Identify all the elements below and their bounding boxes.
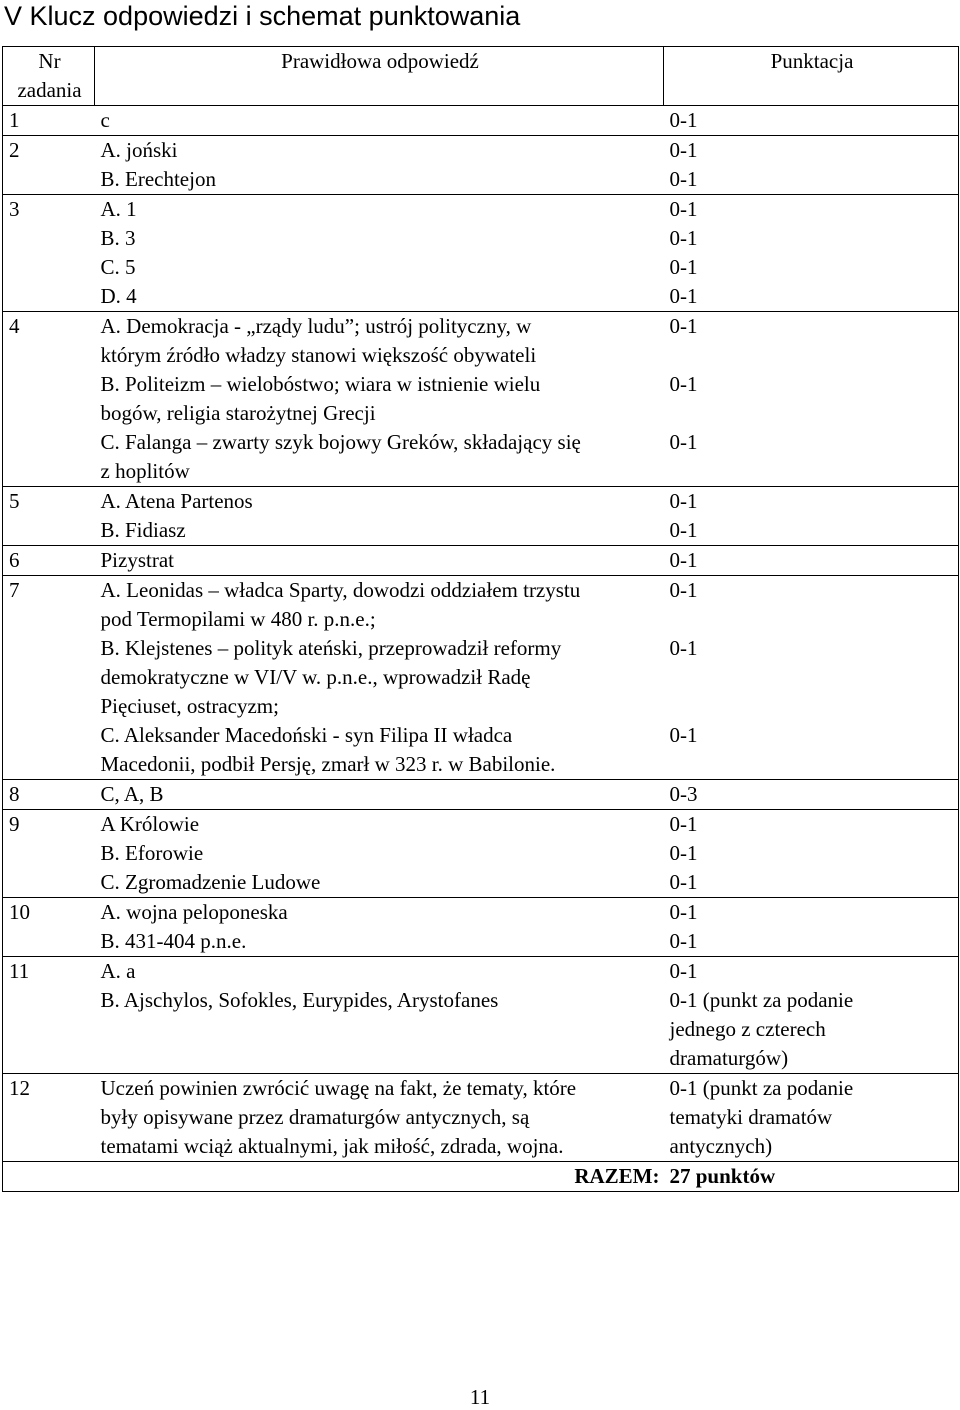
answer-line: A. Leonidas – władca Sparty, dowodzi oddziałem trzystu	[100, 578, 581, 602]
answer-line: demokratyczne w VI/V w. p.n.e., wprowadził Radę	[100, 665, 531, 689]
points-line	[670, 457, 955, 486]
table-row	[3, 898, 959, 957]
points-cell	[664, 780, 959, 810]
header-points: Punktacja	[664, 47, 959, 106]
table-row	[3, 810, 959, 898]
points-line: 0-1	[669, 372, 698, 396]
answer-line: C, A, B	[100, 782, 164, 806]
answer-line: Pięciuset, ostracyzm;	[100, 694, 279, 718]
task-number: 12	[3, 1074, 95, 1162]
points-cell	[664, 195, 959, 312]
points-line: 0-1	[669, 197, 698, 221]
answer-line: tematami wciąż aktualnymi, jak miłość, zdrada, wojna.	[100, 1134, 564, 1158]
answer-cell	[95, 780, 664, 810]
answer-cell	[95, 312, 664, 487]
points-cell	[664, 810, 959, 898]
answer-line: B. Eforowie	[100, 841, 204, 865]
points-cell	[664, 106, 959, 136]
task-number: 4	[3, 312, 95, 487]
task-number: 3	[3, 195, 95, 312]
page-number: 11	[469, 1385, 491, 1409]
page-heading: V Klucz odpowiedzi i schemat punktowania	[4, 1, 521, 31]
answer-cell	[95, 487, 664, 546]
points-line: 0-1	[669, 812, 698, 836]
points-cell	[664, 312, 959, 487]
task-number: 9	[3, 810, 95, 898]
task-number: 10	[3, 898, 95, 957]
table-row	[3, 780, 959, 810]
points-line: 0-1	[669, 578, 698, 602]
points-line: 0-1	[669, 548, 698, 572]
points-line: 0-1	[669, 929, 698, 953]
answer-line: A. wojna peloponeska	[100, 900, 288, 924]
table-header-row	[3, 47, 959, 106]
points-cell	[664, 487, 959, 546]
points-line: 0-1	[669, 108, 698, 132]
answer-line: c	[100, 108, 110, 132]
header-correct-answer: Prawidłowa odpowiedź	[95, 47, 664, 106]
task-number: 2	[3, 136, 95, 195]
points-line	[670, 692, 955, 721]
table-row	[3, 487, 959, 546]
points-line: 0-1 (punkt za podanie	[669, 1076, 854, 1100]
answer-cell	[95, 898, 664, 957]
answer-line: B. 3	[100, 226, 136, 250]
task-number: 11	[3, 957, 95, 1074]
answer-line: Macedonii, podbił Persję, zmarł w 323 r. w Babilonie.	[100, 752, 556, 776]
answer-line: A. Atena Partenos	[100, 489, 253, 513]
answer-line: A Królowie	[100, 812, 200, 836]
table-row	[3, 195, 959, 312]
answer-cell	[95, 576, 664, 780]
answer-line: były opisywane przez dramaturgów antycznych, są	[100, 1105, 530, 1129]
table-row	[3, 1074, 959, 1162]
points-line: 0-1	[669, 430, 698, 454]
points-line: 0-1	[669, 636, 698, 660]
answer-key-table	[2, 46, 959, 1192]
points-line: 0-1	[669, 167, 698, 191]
answer-line: D. 4	[100, 284, 137, 308]
table-row	[3, 957, 959, 1074]
points-line: 0-3	[669, 782, 698, 806]
answer-line: C. 5	[100, 255, 136, 279]
answer-cell	[95, 195, 664, 312]
table-row	[3, 312, 959, 487]
points-cell	[664, 1074, 959, 1162]
answer-line: B. Ajschylos, Sofokles, Eurypides, Arystofanes	[100, 988, 499, 1012]
table-row	[3, 106, 959, 136]
points-line: antycznych)	[669, 1134, 773, 1158]
task-number: 5	[3, 487, 95, 546]
answer-cell	[95, 810, 664, 898]
answer-line: B. 431-404 p.n.e.	[100, 929, 247, 953]
header-task-number: Nr zadania	[3, 47, 95, 106]
points-line	[670, 750, 955, 779]
task-number: 7	[3, 576, 95, 780]
answer-line: A. Demokracja - „rządy ludu”; ustrój polityczny, w	[100, 314, 532, 338]
points-cell	[664, 898, 959, 957]
points-cell	[664, 136, 959, 195]
points-line: 0-1	[669, 314, 698, 338]
points-line: 0-1	[669, 138, 698, 162]
points-line	[670, 399, 955, 428]
points-line: tematyki dramatów	[669, 1105, 833, 1129]
points-line: jednego z czterech	[669, 1017, 826, 1041]
points-line: 0-1	[669, 255, 698, 279]
points-cell	[664, 546, 959, 576]
total-value: 27 punktów	[664, 1162, 959, 1192]
answer-line: A. 1	[100, 197, 137, 221]
points-line: 0-1	[669, 900, 698, 924]
answer-line: B. Politeizm – wielobóstwo; wiara w istnienie wielu	[100, 372, 541, 396]
answer-line: którym źródło władzy stanowi większość obywateli	[100, 343, 537, 367]
answer-line: C. Zgromadzenie Ludowe	[100, 870, 321, 894]
answer-line: B. Fidiasz	[100, 518, 186, 542]
total-row	[3, 1162, 959, 1192]
answer-line: pod Termopilami w 480 r. p.n.e.;	[100, 607, 376, 631]
points-line	[670, 663, 955, 692]
points-line: 0-1	[669, 870, 698, 894]
points-line: 0-1	[669, 959, 698, 983]
answer-line: A. a	[100, 959, 136, 983]
answer-line: B. Erechtejon	[100, 167, 216, 191]
points-line	[670, 605, 955, 634]
points-line: 0-1 (punkt za podanie	[669, 988, 854, 1012]
points-line: 0-1	[669, 723, 698, 747]
answer-cell	[95, 957, 664, 1074]
points-line	[670, 341, 955, 370]
table-row	[3, 136, 959, 195]
points-line: 0-1	[669, 226, 698, 250]
task-number: 8	[3, 780, 95, 810]
points-line: 0-1	[669, 518, 698, 542]
answer-rows	[3, 106, 959, 1162]
answer-cell	[95, 136, 664, 195]
table-row	[3, 546, 959, 576]
total-label: RAZEM:	[3, 1162, 664, 1192]
answer-line: B. Klejstenes – polityk ateński, przeprowadził reformy	[100, 636, 562, 660]
answer-line: C. Aleksander Macedoński - syn Filipa II władca	[100, 723, 513, 747]
answer-line: bogów, religia starożytnej Grecji	[100, 401, 376, 425]
points-line: 0-1	[669, 489, 698, 513]
points-line: 0-1	[669, 841, 698, 865]
answer-line: C. Falanga – zwarty szyk bojowy Greków, składający się	[100, 430, 581, 454]
answer-line: Pizystrat	[100, 548, 174, 572]
answer-cell	[95, 106, 664, 136]
answer-cell	[95, 1074, 664, 1162]
task-number: 1	[3, 106, 95, 136]
points-cell	[664, 957, 959, 1074]
answer-cell	[95, 546, 664, 576]
answer-line: z hoplitów	[100, 459, 190, 483]
task-number: 6	[3, 546, 95, 576]
points-line: dramaturgów)	[669, 1046, 789, 1070]
table-row	[3, 576, 959, 780]
points-cell	[664, 576, 959, 780]
answer-line: Uczeń powinien zwrócić uwagę na fakt, że tematy, które	[100, 1076, 577, 1100]
answer-line: A. joński	[100, 138, 178, 162]
points-line: 0-1	[669, 284, 698, 308]
